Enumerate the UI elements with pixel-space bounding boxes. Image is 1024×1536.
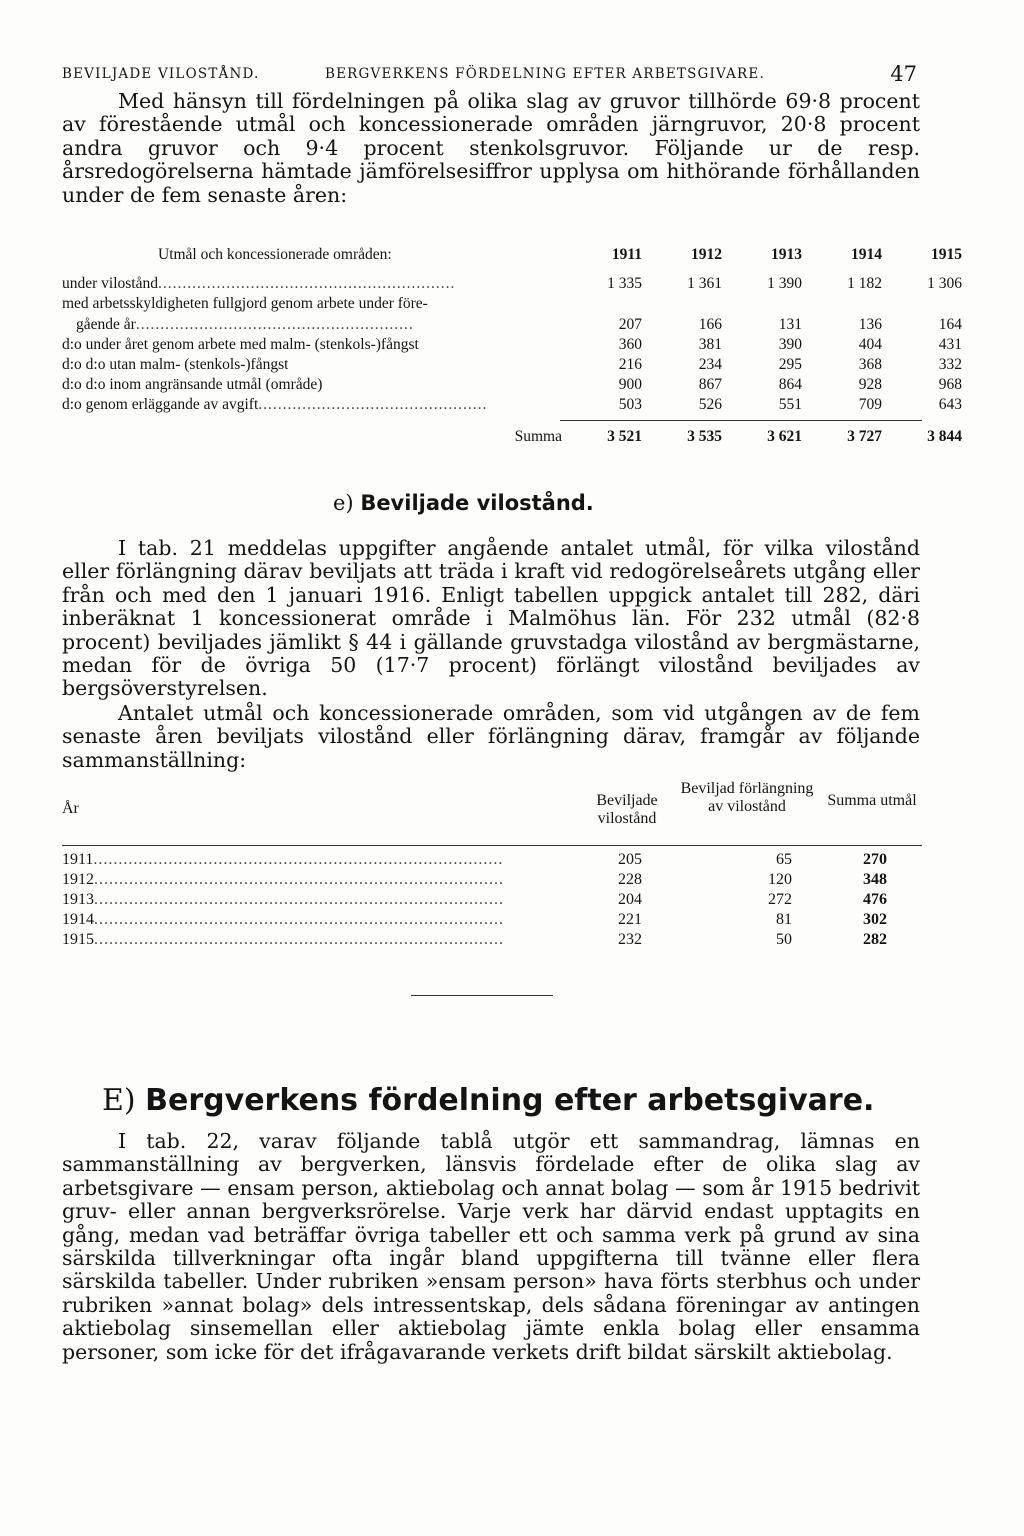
cell: 968 bbox=[938, 376, 962, 393]
table-row bbox=[62, 931, 922, 953]
cell: 390 bbox=[778, 336, 802, 353]
table-row bbox=[62, 316, 962, 338]
header-left: BEVILJADE VILOSTÅND. bbox=[62, 66, 260, 82]
row-label-line1: med arbetsskyldigheten fullgjord genom arbete under före- bbox=[62, 295, 428, 312]
section-e-title: Beviljade vilostånd. bbox=[360, 491, 594, 515]
table-row bbox=[62, 396, 962, 418]
row-year: 1912.................................................................................. bbox=[62, 871, 504, 888]
sum-cell: 3 521 bbox=[607, 428, 642, 445]
table1-year: 1915 bbox=[931, 246, 962, 263]
cell: 431 bbox=[938, 336, 962, 353]
col-beviljade-header: Beviljade vilostånd bbox=[596, 792, 658, 827]
cell: 166 bbox=[698, 316, 722, 333]
cell: 526 bbox=[698, 396, 722, 413]
table1-year: 1914 bbox=[851, 246, 882, 263]
cell: 381 bbox=[698, 336, 722, 353]
page-number: 47 bbox=[890, 62, 917, 86]
row-label: d:o genom erläggande av avgift............................................... bbox=[62, 396, 488, 413]
sum-label: Summa bbox=[514, 428, 562, 445]
section-e-heading bbox=[333, 491, 594, 515]
table-row bbox=[62, 336, 962, 358]
cell: 864 bbox=[778, 376, 802, 393]
cell: 81 bbox=[776, 911, 792, 928]
cell: 368 bbox=[858, 356, 882, 373]
cell: 709 bbox=[858, 396, 882, 413]
table2-rule bbox=[62, 845, 922, 846]
cell: 204 bbox=[562, 891, 642, 909]
paragraph-E1: I tab. 22, varav följande tablå utgör ett sammandrag, lämnas en sammanställning av bergverken, länsvis fördelade efter de olika slag av arbetsgivare — ensam person, aktiebolag och annat bolag — som år 1915 bedrivit gruv- eller annan bergverksrörelse. Varje verk har därvid endast upptagits en gång, medan vad beträffar övriga tabeller ett och samma verk på grund av sina särskilda tillverkningar ofta ingår bland uppgifterna till tvänne eller flera särskilda tabeller. Under rubriken »ensam person» hava förts sterbhus och under rubriken »annat bolag» dels intressentskap, dels sådana föreningar av antingen aktiebolag sinsemellan eller aktiebolag jämte enkla bolag eller ensamma personer, som icke för det ifrågavarande verkets drift bildat särskilt aktiebolag. bbox=[62, 1129, 920, 1364]
cell: 302 bbox=[863, 911, 887, 928]
cell: 272 bbox=[768, 891, 792, 908]
cell: 1 390 bbox=[767, 275, 802, 292]
cell: 348 bbox=[863, 871, 887, 888]
intro-paragraph: Med hänsyn till fördelningen på olika slag av gruvor tillhörde 69·8 procent av förestående utmål och koncessionerade områden järngruvor, 20·8 procent andra gruvor och 9·4 procent stenkolsgruvor. Följande ur de resp. årsredogörelserna hämtade jämförelsesiffror upplysa om hithörande förhållanden under de fem senaste åren: bbox=[62, 89, 920, 207]
cell: 1 361 bbox=[687, 275, 722, 292]
section-e-prefix: e) bbox=[333, 491, 354, 515]
cell: 867 bbox=[698, 376, 722, 393]
section-divider bbox=[411, 995, 553, 996]
table-row bbox=[62, 356, 962, 378]
cell: 131 bbox=[778, 316, 802, 333]
cell: 1 335 bbox=[562, 275, 642, 293]
cell: 228 bbox=[562, 871, 642, 889]
table-row bbox=[62, 295, 922, 317]
sum-rule bbox=[560, 420, 922, 421]
row-year: 1915.................................................................................. bbox=[62, 931, 504, 948]
row-year: 1913.................................................................................. bbox=[62, 891, 504, 908]
table1-year: 1911 bbox=[611, 246, 642, 263]
table-row bbox=[62, 871, 922, 893]
cell: 136 bbox=[858, 316, 882, 333]
section-E-prefix: E) bbox=[102, 1083, 136, 1118]
row-label: d:o d:o utan malm- (stenkols-)fångst bbox=[62, 356, 289, 373]
cell: 270 bbox=[863, 851, 887, 868]
sum-cell: 3 535 bbox=[687, 428, 722, 445]
cell: 216 bbox=[618, 356, 642, 373]
table1-heading: Utmål och koncessionerade områden: bbox=[158, 246, 392, 263]
table1-year: 1913 bbox=[771, 246, 802, 263]
row-label: under vilostånd............................................................. bbox=[62, 275, 456, 292]
sum-cell: 3 727 bbox=[847, 428, 882, 445]
cell: 295 bbox=[778, 356, 802, 373]
cell: 282 bbox=[863, 931, 887, 948]
cell: 1 182 bbox=[847, 275, 882, 292]
row-year: 1911.................................................................................. bbox=[62, 851, 504, 868]
col-year-header: År bbox=[62, 800, 79, 817]
cell: 120 bbox=[768, 871, 792, 888]
cell: 928 bbox=[858, 376, 882, 393]
sum-cell: 3 844 bbox=[927, 428, 962, 445]
row-year: 1914.................................................................................. bbox=[62, 911, 504, 928]
cell: 332 bbox=[938, 356, 962, 373]
cell: 234 bbox=[698, 356, 722, 373]
cell: 207 bbox=[562, 316, 642, 334]
paragraph-e2: Antalet utmål och koncessionerade områden, som vid utgången av de fem senaste åren beviljats vilostånd eller förlängning därav, framgår av följande sammanställning: bbox=[62, 701, 920, 772]
cell: 1 306 bbox=[927, 275, 962, 292]
table-row bbox=[62, 275, 962, 297]
table-row bbox=[62, 891, 922, 913]
cell: 65 bbox=[776, 851, 792, 868]
table1-header bbox=[62, 246, 962, 268]
paragraph-e1: I tab. 21 meddelas uppgifter angående antalet utmål, för vilka vilostånd eller förlängning därav beviljats att träda i kraft vid redogörelseårets utgång eller från och med den 1 januari 1916. Enligt tabellen uppgick antalet till 282, däri inberäknat 1 koncessionerat område i Malmöhus län. För 232 utmål (82·8 procent) beviljades jämlikt § 44 i gällande gruvstadga vilostånd av bergmästarne, medan för de övriga 50 (17·7 procent) förlängt vilostånd beviljades av bergsöverstyrelsen. bbox=[62, 536, 920, 701]
table-row bbox=[62, 376, 962, 398]
cell: 50 bbox=[776, 931, 792, 948]
section-E-heading bbox=[102, 1083, 874, 1118]
table2-header bbox=[62, 780, 922, 840]
table-sum-row bbox=[62, 428, 962, 450]
cell: 205 bbox=[562, 851, 642, 869]
section-E-title: Bergverkens fördelning efter arbetsgivare. bbox=[145, 1083, 875, 1118]
cell: 551 bbox=[778, 396, 802, 413]
sum-cell: 3 621 bbox=[767, 428, 802, 445]
row-label-line2: gående år......................................................... bbox=[76, 316, 414, 333]
table1-year: 1912 bbox=[691, 246, 722, 263]
table-row bbox=[62, 851, 922, 873]
cell: 503 bbox=[562, 396, 642, 414]
cell: 643 bbox=[938, 396, 962, 413]
header-center: BERGVERKENS FÖRDELNING EFTER ARBETSGIVARE. bbox=[325, 66, 765, 82]
row-label: d:o d:o inom angränsande utmål (område) bbox=[62, 376, 323, 393]
cell: 221 bbox=[562, 911, 642, 929]
cell: 164 bbox=[938, 316, 962, 333]
cell: 404 bbox=[858, 336, 882, 353]
col-summa-header: Summa utmål bbox=[827, 792, 917, 809]
cell: 900 bbox=[618, 376, 642, 393]
table-row bbox=[62, 911, 922, 933]
cell: 476 bbox=[863, 891, 887, 908]
cell: 232 bbox=[562, 931, 642, 949]
cell: 360 bbox=[618, 336, 642, 353]
row-label: d:o under året genom arbete med malm- (stenkols-)fångst bbox=[62, 336, 419, 353]
col-forlangning-header: Beviljad förlängning av vilostånd bbox=[680, 780, 814, 815]
